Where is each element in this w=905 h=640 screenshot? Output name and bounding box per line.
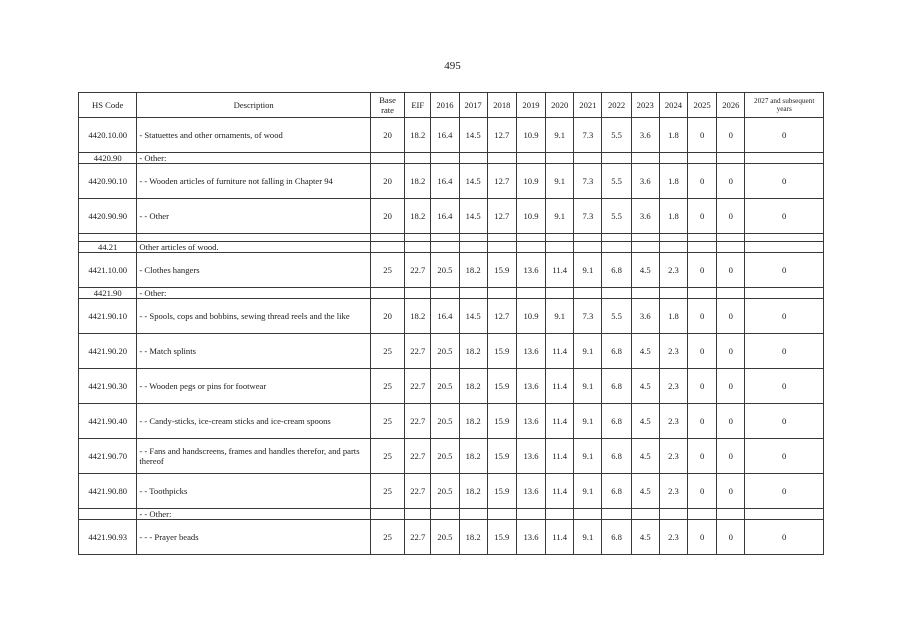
rate-cell: 0 — [688, 334, 717, 369]
description-cell: - Other: — [137, 288, 371, 299]
rate-cell — [602, 234, 631, 242]
column-header: 2016 — [431, 93, 459, 118]
rate-cell: 0 — [717, 299, 745, 334]
rate-cell: 4.5 — [631, 439, 659, 474]
rate-cell — [659, 234, 687, 242]
table-row — [79, 520, 824, 555]
description-cell: - - - Prayer beads — [137, 520, 371, 555]
rate-cell: 25 — [370, 474, 404, 509]
description-cell — [137, 234, 371, 242]
rate-cell: 20.5 — [431, 404, 459, 439]
description-cell: - - Toothpicks — [137, 474, 371, 509]
rate-cell: 6.8 — [602, 404, 631, 439]
rate-cell: 0 — [745, 474, 824, 509]
hs-code-cell — [79, 509, 137, 520]
rate-cell — [631, 234, 659, 242]
table-row — [79, 199, 824, 234]
rate-cell — [745, 242, 824, 253]
description-cell: - - Candy-sticks, ice-cream sticks and ice-cream spoons — [137, 404, 371, 439]
rate-cell — [370, 234, 404, 242]
rate-cell: 0 — [717, 520, 745, 555]
rate-cell: 0 — [745, 520, 824, 555]
rate-cell: 4.5 — [631, 369, 659, 404]
column-header: 2021 — [574, 93, 602, 118]
rate-cell: 0 — [688, 118, 717, 153]
rate-cell: 20.5 — [431, 439, 459, 474]
table-row — [79, 369, 824, 404]
table-row — [79, 242, 824, 253]
rate-cell: 4.5 — [631, 253, 659, 288]
rate-cell: 20.5 — [431, 253, 459, 288]
rate-cell: 11.4 — [546, 334, 574, 369]
rate-cell: 20.5 — [431, 334, 459, 369]
rate-cell: 0 — [745, 334, 824, 369]
rate-cell: 9.1 — [574, 253, 602, 288]
rate-cell — [459, 288, 487, 299]
rate-cell — [574, 509, 602, 520]
description-cell: - - Wooden articles of furniture not falling in Chapter 94 — [137, 164, 371, 199]
rate-cell — [459, 242, 487, 253]
rate-cell: 0 — [688, 474, 717, 509]
hs-code-cell: 4421.90.20 — [79, 334, 137, 369]
rate-cell — [405, 509, 431, 520]
rate-cell: 0 — [717, 404, 745, 439]
rate-cell: 13.6 — [516, 369, 545, 404]
rate-cell — [516, 288, 545, 299]
rate-cell: 7.3 — [574, 164, 602, 199]
table-body — [79, 118, 824, 555]
hs-code-cell: 4421.90 — [79, 288, 137, 299]
column-header: 2025 — [688, 93, 717, 118]
rate-cell — [516, 234, 545, 242]
rate-cell — [405, 153, 431, 164]
rate-cell — [717, 242, 745, 253]
table-row — [79, 164, 824, 199]
hs-code-cell: 4420.90.90 — [79, 199, 137, 234]
rate-cell — [370, 509, 404, 520]
rate-cell: 0 — [717, 253, 745, 288]
rate-cell: 13.6 — [516, 404, 545, 439]
rate-cell — [487, 234, 516, 242]
rate-cell — [745, 153, 824, 164]
rate-cell: 15.9 — [487, 369, 516, 404]
rate-cell: 4.5 — [631, 474, 659, 509]
rate-cell: 12.7 — [487, 299, 516, 334]
hs-code-cell: 44.21 — [79, 242, 137, 253]
tariff-schedule-table — [78, 92, 824, 555]
rate-cell: 9.1 — [546, 299, 574, 334]
rate-cell: 7.3 — [574, 299, 602, 334]
rate-cell: 0 — [688, 164, 717, 199]
rate-cell — [546, 153, 574, 164]
rate-cell: 7.3 — [574, 118, 602, 153]
rate-cell: 6.8 — [602, 474, 631, 509]
column-header: HS Code — [79, 93, 137, 118]
rate-cell: 0 — [745, 118, 824, 153]
description-cell: - Statuettes and other ornaments, of wood — [137, 118, 371, 153]
rate-cell: 18.2 — [459, 439, 487, 474]
rate-cell: 0 — [745, 369, 824, 404]
rate-cell — [717, 509, 745, 520]
table-row — [79, 474, 824, 509]
rate-cell: 10.9 — [516, 164, 545, 199]
rate-cell — [370, 288, 404, 299]
rate-cell — [487, 288, 516, 299]
rate-cell — [487, 153, 516, 164]
rate-cell: 0 — [688, 520, 717, 555]
description-cell: - - Other: — [137, 509, 371, 520]
rate-cell — [659, 288, 687, 299]
rate-cell: 1.8 — [659, 199, 687, 234]
hs-code-cell: 4420.90 — [79, 153, 137, 164]
rate-cell: 18.2 — [459, 334, 487, 369]
rate-cell: 1.8 — [659, 164, 687, 199]
rate-cell — [370, 242, 404, 253]
rate-cell: 11.4 — [546, 474, 574, 509]
rate-cell: 3.6 — [631, 199, 659, 234]
rate-cell: 5.5 — [602, 118, 631, 153]
rate-cell: 13.6 — [516, 253, 545, 288]
rate-cell — [574, 234, 602, 242]
hs-code-cell: 4421.90.30 — [79, 369, 137, 404]
page-number: 495 — [444, 60, 461, 72]
description-cell: Other articles of wood. — [137, 242, 371, 253]
rate-cell — [459, 509, 487, 520]
rate-cell — [717, 288, 745, 299]
column-header: EIF — [405, 93, 431, 118]
rate-cell: 12.7 — [487, 164, 516, 199]
rate-cell: 14.5 — [459, 164, 487, 199]
rate-cell: 18.2 — [405, 299, 431, 334]
rate-cell: 9.1 — [546, 164, 574, 199]
rate-cell: 4.5 — [631, 520, 659, 555]
rate-cell: 0 — [745, 164, 824, 199]
rate-cell: 6.8 — [602, 369, 631, 404]
rate-cell: 7.3 — [574, 199, 602, 234]
rate-cell: 9.1 — [546, 118, 574, 153]
rate-cell: 6.8 — [602, 253, 631, 288]
table-row — [79, 299, 824, 334]
rate-cell: 0 — [717, 334, 745, 369]
rate-cell: 9.1 — [574, 474, 602, 509]
rate-cell: 22.7 — [405, 369, 431, 404]
column-header: 2024 — [659, 93, 687, 118]
rate-cell: 0 — [688, 253, 717, 288]
column-header: Description — [137, 93, 371, 118]
rate-cell — [602, 242, 631, 253]
table-row — [79, 253, 824, 288]
rate-cell — [516, 509, 545, 520]
hs-code-cell — [79, 234, 137, 242]
rate-cell — [574, 242, 602, 253]
rate-cell: 10.9 — [516, 299, 545, 334]
rate-cell: 0 — [745, 199, 824, 234]
rate-cell: 20.5 — [431, 369, 459, 404]
rate-cell: 5.5 — [602, 199, 631, 234]
rate-cell: 2.3 — [659, 253, 687, 288]
rate-cell — [631, 153, 659, 164]
rate-cell: 18.2 — [459, 474, 487, 509]
rate-cell: 20.5 — [431, 474, 459, 509]
rate-cell: 0 — [745, 253, 824, 288]
rate-cell: 16.4 — [431, 299, 459, 334]
rate-cell — [405, 288, 431, 299]
rate-cell — [546, 234, 574, 242]
rate-cell: 0 — [688, 439, 717, 474]
rate-cell: 9.1 — [574, 334, 602, 369]
rate-cell — [745, 288, 824, 299]
rate-cell — [516, 242, 545, 253]
rate-cell: 1.8 — [659, 118, 687, 153]
rate-cell — [688, 153, 717, 164]
rate-cell: 0 — [717, 164, 745, 199]
rate-cell — [431, 234, 459, 242]
rate-cell: 15.9 — [487, 253, 516, 288]
rate-cell — [688, 288, 717, 299]
rate-cell: 11.4 — [546, 404, 574, 439]
table-row — [79, 509, 824, 520]
rate-cell: 13.6 — [516, 439, 545, 474]
hs-code-cell: 4421.90.93 — [79, 520, 137, 555]
hs-code-cell: 4421.90.10 — [79, 299, 137, 334]
rate-cell: 25 — [370, 334, 404, 369]
table-row — [79, 404, 824, 439]
rate-cell — [487, 242, 516, 253]
rate-cell: 15.9 — [487, 404, 516, 439]
rate-cell: 0 — [717, 439, 745, 474]
description-cell: - Other: — [137, 153, 371, 164]
rate-cell: 20 — [370, 299, 404, 334]
rate-cell — [602, 509, 631, 520]
rate-cell — [370, 153, 404, 164]
rate-cell: 10.9 — [516, 118, 545, 153]
rate-cell: 2.3 — [659, 404, 687, 439]
rate-cell: 1.8 — [659, 299, 687, 334]
column-header: 2027 and subsequent years — [745, 93, 824, 118]
rate-cell: 15.9 — [487, 439, 516, 474]
rate-cell: 13.6 — [516, 334, 545, 369]
rate-cell: 22.7 — [405, 520, 431, 555]
rate-cell: 9.1 — [546, 199, 574, 234]
rate-cell: 13.6 — [516, 474, 545, 509]
rate-cell: 11.4 — [546, 369, 574, 404]
rate-cell: 0 — [745, 439, 824, 474]
rate-cell — [659, 509, 687, 520]
rate-cell: 16.4 — [431, 164, 459, 199]
rate-cell — [405, 234, 431, 242]
rate-cell — [574, 288, 602, 299]
rate-cell: 25 — [370, 369, 404, 404]
rate-cell: 18.2 — [405, 199, 431, 234]
rate-cell: 2.3 — [659, 334, 687, 369]
table-row — [79, 334, 824, 369]
rate-cell: 9.1 — [574, 404, 602, 439]
column-header: 2022 — [602, 93, 631, 118]
rate-cell — [717, 234, 745, 242]
rate-cell: 2.3 — [659, 369, 687, 404]
rate-cell: 20 — [370, 199, 404, 234]
rate-cell: 20 — [370, 164, 404, 199]
header-row — [79, 93, 824, 118]
table-row — [79, 118, 824, 153]
column-header: 2019 — [516, 93, 545, 118]
rate-cell — [546, 509, 574, 520]
rate-cell: 9.1 — [574, 369, 602, 404]
rate-cell: 14.5 — [459, 118, 487, 153]
hs-code-cell: 4420.10.00 — [79, 118, 137, 153]
rate-cell: 11.4 — [546, 253, 574, 288]
rate-cell: 9.1 — [574, 520, 602, 555]
rate-cell: 15.9 — [487, 334, 516, 369]
rate-cell: 16.4 — [431, 118, 459, 153]
rate-cell: 11.4 — [546, 520, 574, 555]
column-header: 2026 — [717, 93, 745, 118]
rate-cell — [659, 242, 687, 253]
rate-cell: 18.2 — [459, 520, 487, 555]
rate-cell: 9.1 — [574, 439, 602, 474]
rate-cell — [688, 234, 717, 242]
table-row — [79, 153, 824, 164]
rate-cell: 0 — [717, 369, 745, 404]
rate-cell: 3.6 — [631, 164, 659, 199]
rate-cell: 15.9 — [487, 474, 516, 509]
rate-cell — [405, 242, 431, 253]
rate-cell: 13.6 — [516, 520, 545, 555]
rate-cell: 2.3 — [659, 474, 687, 509]
rate-cell — [487, 509, 516, 520]
rate-cell: 0 — [688, 199, 717, 234]
column-header: 2020 — [546, 93, 574, 118]
column-header: 2017 — [459, 93, 487, 118]
rate-cell — [631, 242, 659, 253]
rate-cell: 0 — [717, 474, 745, 509]
rate-cell: 20 — [370, 118, 404, 153]
rate-cell: 0 — [717, 118, 745, 153]
rate-cell: 3.6 — [631, 118, 659, 153]
rate-cell — [431, 153, 459, 164]
rate-cell — [574, 153, 602, 164]
description-cell: - - Wooden pegs or pins for footwear — [137, 369, 371, 404]
rate-cell — [745, 509, 824, 520]
rate-cell: 6.8 — [602, 520, 631, 555]
rate-cell — [631, 509, 659, 520]
rate-cell — [459, 153, 487, 164]
rate-cell: 3.6 — [631, 299, 659, 334]
rate-cell: 25 — [370, 253, 404, 288]
rate-cell — [659, 153, 687, 164]
rate-cell: 5.5 — [602, 299, 631, 334]
rate-cell: 18.2 — [405, 118, 431, 153]
rate-cell: 25 — [370, 404, 404, 439]
rate-cell: 0 — [688, 404, 717, 439]
hs-code-cell: 4421.90.70 — [79, 439, 137, 474]
rate-cell: 22.7 — [405, 439, 431, 474]
rate-cell — [516, 153, 545, 164]
rate-cell: 20.5 — [431, 520, 459, 555]
rate-cell: 18.2 — [459, 369, 487, 404]
rate-cell — [688, 509, 717, 520]
description-cell: - - Fans and handscreens, frames and handles therefor, and parts thereof — [137, 439, 371, 474]
rate-cell: 12.7 — [487, 118, 516, 153]
rate-cell: 0 — [688, 299, 717, 334]
rate-cell — [546, 242, 574, 253]
hs-code-cell: 4421.90.80 — [79, 474, 137, 509]
table-row — [79, 439, 824, 474]
hs-code-cell: 4420.90.10 — [79, 164, 137, 199]
table-row — [79, 288, 824, 299]
rate-cell: 22.7 — [405, 404, 431, 439]
rate-cell — [459, 234, 487, 242]
rate-cell: 22.7 — [405, 474, 431, 509]
rate-cell: 25 — [370, 520, 404, 555]
rate-cell: 22.7 — [405, 253, 431, 288]
rate-cell: 4.5 — [631, 404, 659, 439]
rate-cell: 25 — [370, 439, 404, 474]
column-header: 2018 — [487, 93, 516, 118]
rate-cell: 6.8 — [602, 439, 631, 474]
rate-cell: 0 — [688, 369, 717, 404]
description-cell: - - Spools, cops and bobbins, sewing thread reels and the like — [137, 299, 371, 334]
rate-cell — [688, 242, 717, 253]
rate-cell — [602, 288, 631, 299]
hs-code-cell: 4421.90.40 — [79, 404, 137, 439]
rate-cell: 22.7 — [405, 334, 431, 369]
rate-cell: 11.4 — [546, 439, 574, 474]
rate-cell — [717, 153, 745, 164]
rate-cell — [431, 288, 459, 299]
rate-cell: 0 — [717, 199, 745, 234]
table-row — [79, 234, 824, 242]
description-cell: - - Match splints — [137, 334, 371, 369]
rate-cell: 18.2 — [459, 253, 487, 288]
column-header: Base rate — [370, 93, 404, 118]
rate-cell: 4.5 — [631, 334, 659, 369]
rate-cell: 2.3 — [659, 520, 687, 555]
rate-cell — [546, 288, 574, 299]
hs-code-cell: 4421.10.00 — [79, 253, 137, 288]
rate-cell: 12.7 — [487, 199, 516, 234]
column-header: 2023 — [631, 93, 659, 118]
rate-cell: 18.2 — [405, 164, 431, 199]
rate-cell: 0 — [745, 404, 824, 439]
rate-cell: 2.3 — [659, 439, 687, 474]
rate-cell — [602, 153, 631, 164]
rate-cell: 10.9 — [516, 199, 545, 234]
rate-cell: 16.4 — [431, 199, 459, 234]
rate-cell — [631, 288, 659, 299]
description-cell: - Clothes hangers — [137, 253, 371, 288]
description-cell: - - Other — [137, 199, 371, 234]
rate-cell: 14.5 — [459, 199, 487, 234]
rate-cell: 15.9 — [487, 520, 516, 555]
rate-cell: 0 — [745, 299, 824, 334]
rate-cell: 14.5 — [459, 299, 487, 334]
rate-cell: 5.5 — [602, 164, 631, 199]
rate-cell — [431, 242, 459, 253]
rate-cell — [745, 234, 824, 242]
rate-cell — [431, 509, 459, 520]
rate-cell: 6.8 — [602, 334, 631, 369]
rate-cell: 18.2 — [459, 404, 487, 439]
